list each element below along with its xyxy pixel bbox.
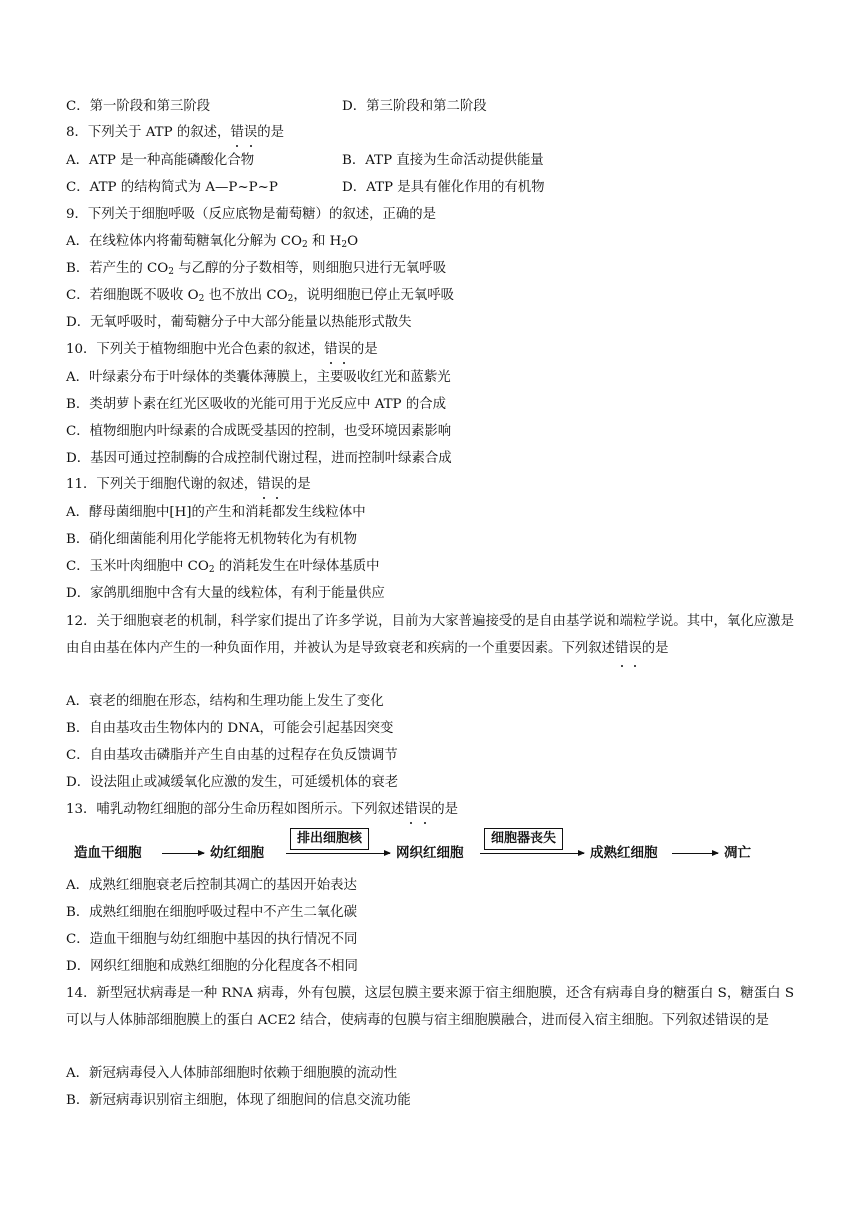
- emphasis-char: 错: [230, 125, 244, 140]
- q9-option-c: [66, 287, 454, 305]
- subscript: 2: [341, 240, 348, 250]
- q13-stem: [66, 801, 458, 819]
- q8-option-c: C．ATP 的结构简式为 A—P~P~P: [66, 180, 278, 195]
- label-organelles-lost: 细胞器丧失: [484, 828, 563, 850]
- q12-stem: [66, 608, 794, 662]
- q12-stem-text: 12．关于细胞衰老的机制，科学家们提出了许多学说，目前为大家普遍接受的是自由基学说和端粒学说。其中，氧化应激是由自由基在体内产生的一种负面作用，并被认为是导致衰老和疾病的一个重要因素。下列叙述: [66, 614, 794, 656]
- emphasis-char: 错: [324, 342, 338, 357]
- subscript: 2: [168, 267, 175, 277]
- q11-option-d: D．家鸽肌细胞中含有大量的线粒体，有利于能量供应: [66, 586, 385, 601]
- q12-option-d: D．设法阻止或减缓氧化应激的发生，可延缓机体的衰老: [66, 775, 399, 790]
- q13-option-d: D．网织红细胞和成熟红细胞的分化程度各不相同: [66, 959, 358, 974]
- q9-c-text: C．若细胞既不吸收 O: [66, 288, 199, 303]
- q11-stem-end: 的是: [283, 477, 311, 492]
- q10-option-a: A．叶绿素分布于叶绿体的类囊体薄膜上，主要吸收红光和蓝紫光: [66, 370, 451, 385]
- q11-stem: [66, 476, 311, 494]
- emphasis-char: 误: [270, 477, 284, 492]
- q13-option-b: B．成熟红细胞在细胞呼吸过程中不产生二氧化碳: [66, 905, 358, 920]
- q11-option-a: A．酵母菌细胞中[H]的产生和消耗都发生线粒体中: [66, 505, 366, 520]
- q10-stem: [66, 341, 378, 359]
- q11-c-text: C．玉米叶肉细胞中 CO: [66, 559, 209, 574]
- emphasis-char: 误: [417, 802, 432, 817]
- q13-stem-text: 13．哺乳动物红细胞的部分生命历程如图所示。下列叙述: [66, 802, 405, 817]
- subscript: 2: [198, 294, 205, 304]
- q9-b-text: B．若产生的 CO: [66, 261, 169, 276]
- red-cell-lifecycle-diagram: [66, 828, 766, 866]
- q12-option-a: A．衰老的细胞在形态，结构和生理功能上发生了变化: [66, 694, 384, 709]
- q11-stem-text: 11．下列关于细胞代谢的叙述，: [66, 477, 258, 492]
- arrow-icon: [162, 853, 204, 854]
- q13-stem-end: 的是: [431, 802, 458, 817]
- q8-option-a: A．ATP 是一种高能磷酸化合物: [66, 153, 255, 168]
- q7-option-d: D．第三阶段和第二阶段: [342, 99, 487, 114]
- emphasis-char: 误: [337, 342, 351, 357]
- emphasis-char: 错: [615, 635, 628, 662]
- q9-c-text: ，说明细胞已停止无氧呼吸: [293, 288, 455, 303]
- q14-stem: 14．新型冠状病毒是一种 RNA 病毒，外有包膜，这层包膜主要来源于宿主细胞膜，还含有病毒自身的糖蛋白 S，糖蛋白 S 可以与人体肺部细胞膜上的蛋白 ACE2 结合，使病毒的包膜与宿主细胞膜融合，进而侵入宿主细胞。下列叙述错误的是: [66, 986, 794, 1028]
- q8-stem-end: 的是: [257, 125, 284, 140]
- q10-option-b: B．类胡萝卜素在红光区吸收的光能可用于光反应中 ATP 的合成: [66, 397, 446, 412]
- q7-option-c: C．第一阶段和第三阶段: [66, 99, 211, 114]
- node-hematopoietic-stem-cell: 造血干细胞: [74, 845, 142, 861]
- subscript: 2: [208, 565, 215, 575]
- q14-option-b: B．新冠病毒识别宿主细胞，体现了细胞间的信息交流功能: [66, 1093, 411, 1108]
- node-mature-red-cell: 成熟红细胞: [590, 845, 658, 861]
- q13-option-a: A．成熟红细胞衰老后控制其凋亡的基因开始表达: [66, 878, 357, 893]
- node-erythroblast: 幼红细胞: [210, 845, 264, 861]
- q10-stem-end: 的是: [350, 342, 378, 357]
- q10-option-c: C．植物细胞内叶绿素的合成既受基因的控制，也受环境因素影响: [66, 424, 452, 439]
- arrow-icon: [286, 853, 390, 854]
- q12-stem-end: 的是: [641, 641, 669, 656]
- q9-a-text: O: [347, 234, 359, 249]
- emphasis-char: 错: [404, 802, 418, 817]
- arrow-icon: [672, 853, 718, 854]
- q8-stem-text: 8．下列关于 ATP 的叙述，: [66, 125, 231, 140]
- q10-stem-text: 10．下列关于植物细胞中光合色素的叙述，: [66, 342, 325, 357]
- label-nucleus-expelled: 排出细胞核: [290, 828, 369, 850]
- q14-option-a: A．新冠病毒侵入人体肺部细胞时依赖于细胞膜的流动性: [66, 1066, 398, 1081]
- q10-option-d: D．基因可通过控制酶的合成控制代谢过程，进而控制叶绿素合成: [66, 451, 452, 466]
- q9-stem: 9．下列关于细胞呼吸（反应底物是葡萄糖）的叙述，正确的是: [66, 207, 437, 222]
- subscript: 2: [287, 294, 294, 304]
- emphasis-char: 误: [243, 125, 258, 140]
- q11-c-text: 的消耗发生在叶绿体基质中: [214, 559, 380, 574]
- q9-b-text: 与乙醇的分子数相等，则细胞只进行无氧呼吸: [174, 261, 447, 276]
- q11-option-b: B．硝化细菌能利用化学能将无机物转化为有机物: [66, 532, 358, 547]
- q12-option-c: C．自由基攻击磷脂并产生自由基的过程存在负反馈调节: [66, 748, 398, 763]
- q9-option-a: [66, 233, 358, 251]
- q9-option-b: [66, 260, 446, 278]
- q9-a-text: A．在线粒体内将葡萄糖氧化分解为 CO: [66, 234, 303, 249]
- q8-stem: [66, 124, 284, 142]
- subscript: 2: [302, 240, 308, 250]
- q8-option-d: D．ATP 是具有催化作用的有机物: [342, 180, 545, 195]
- emphasis-char: 误: [628, 635, 641, 662]
- q9-option-d: D．无氧呼吸时，葡萄糖分子中大部分能量以热能形式散失: [66, 315, 412, 330]
- q9-c-text: 也不放出 CO: [204, 288, 288, 303]
- node-reticulocyte: 网织红细胞: [396, 845, 464, 861]
- q13-option-c: C．造血干细胞与幼红细胞中基因的执行情况不同: [66, 932, 358, 947]
- node-apoptosis: 凋亡: [724, 845, 751, 861]
- q11-option-c: [66, 558, 380, 576]
- q9-a-text: 和 H: [307, 234, 342, 249]
- emphasis-char: 错: [257, 477, 271, 492]
- q12-option-b: B．自由基攻击生物体内的 DNA，可能会引起基因突变: [66, 721, 394, 736]
- arrow-icon: [480, 853, 584, 854]
- q8-option-b: B．ATP 直接为生命活动提供能量: [342, 153, 544, 168]
